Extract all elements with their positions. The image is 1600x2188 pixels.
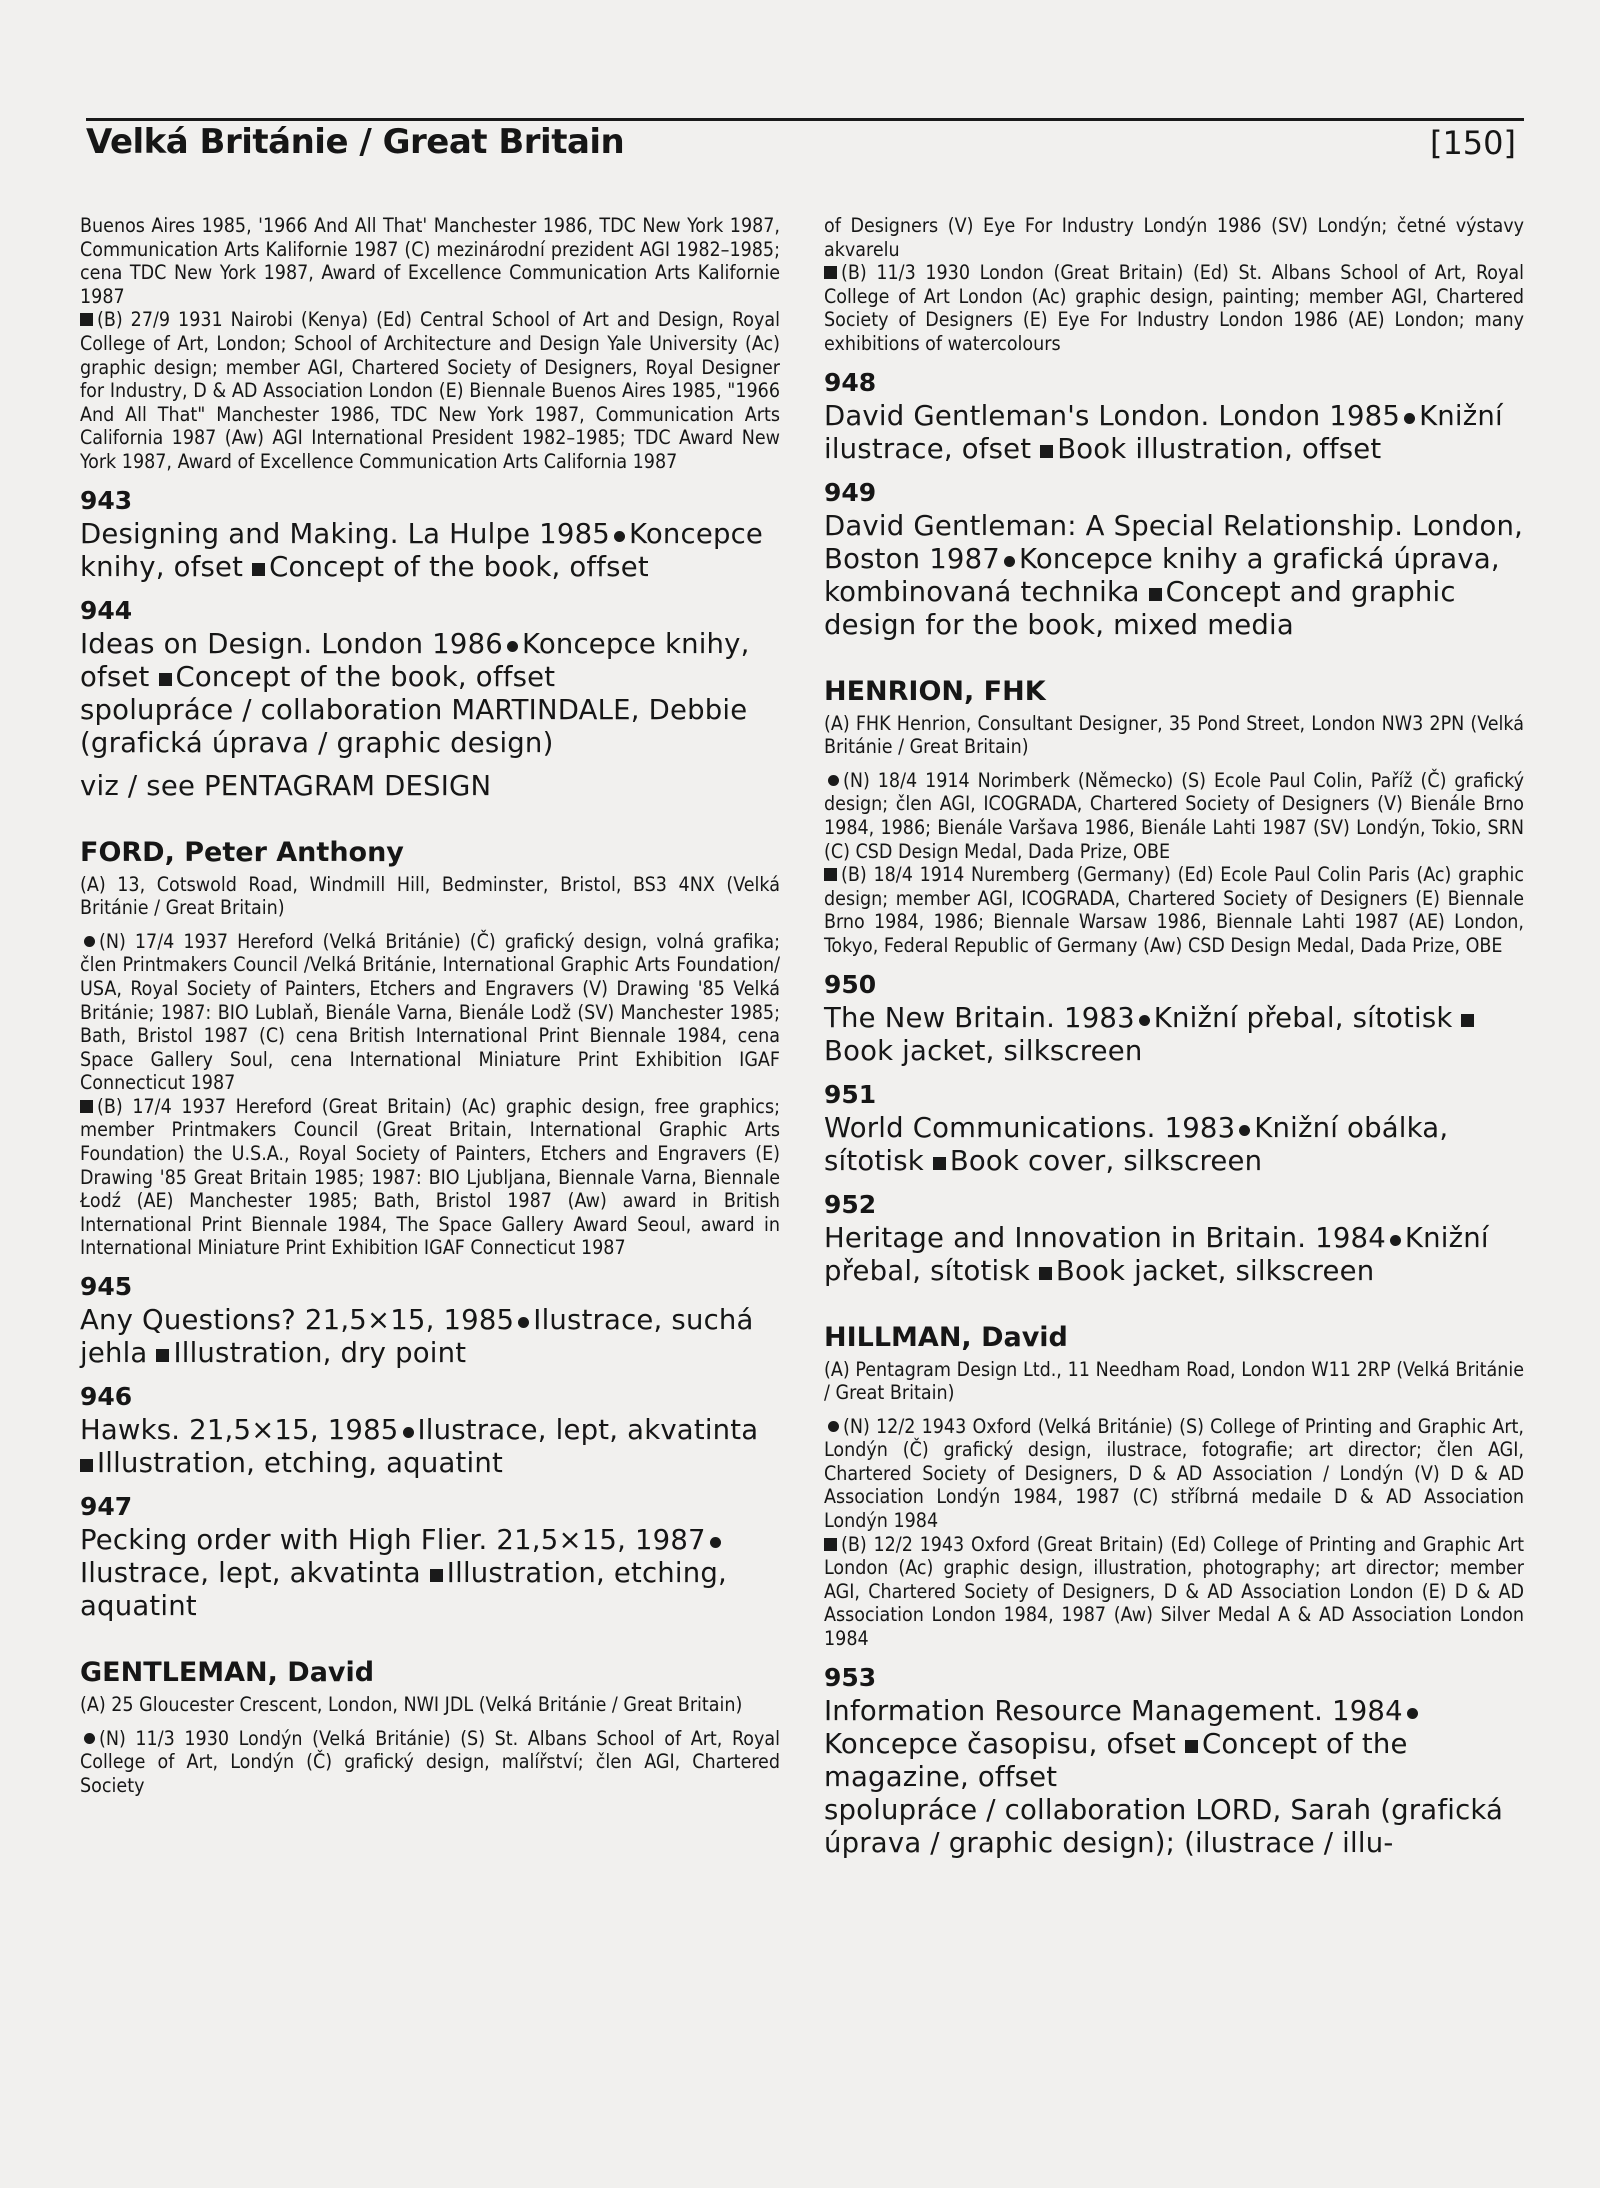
work-description: Hawks. 21,5×15, 1985 Ilustrace, lept, akvatinta Illustration, etching, aquatint bbox=[80, 1414, 759, 1480]
czech-marker-icon bbox=[1004, 556, 1015, 567]
czech-marker-icon bbox=[518, 1317, 529, 1328]
english-marker-icon bbox=[80, 313, 93, 326]
work-number: 950 bbox=[824, 969, 877, 999]
english-marker-icon bbox=[80, 1459, 93, 1472]
entry-text: Buenos Aires 1985, '1966 And All That' Manchester 1986, TDC New York 1987, Communication Arts Kalifornie 1987 (C) mezinárodní prezident AGI 1982–1985; cena TDC New York 1987, Award of Excellence Communication Arts Kalifornie 1987 bbox=[80, 214, 780, 308]
czech-marker-icon bbox=[1139, 1015, 1150, 1026]
work-number: 951 bbox=[824, 1079, 877, 1109]
work-description: World Communications. 1983 Knižní obálka, sítotisk Book cover, silkscreen bbox=[824, 1111, 1449, 1177]
czech-marker-icon bbox=[1404, 413, 1415, 424]
work-number: 953 bbox=[824, 1662, 877, 1692]
artist-address: (A) FHK Henrion, Consultant Designer, 35 Pond Street, London NW3 2PN (Velká Británie / Great Britain) bbox=[824, 711, 1524, 759]
work-description: Information Resource Management. 1984Koncepce časopisu, ofset Concept of the magazine, offset bbox=[824, 1695, 1524, 1794]
czech-marker-icon bbox=[84, 936, 95, 947]
entry-text: of Designers (V) Eye For Industry Londýn 1986 (SV) Londýn; četné výstavy akvarelu bbox=[824, 214, 1524, 261]
artist-address: (A) 25 Gloucester Crescent, London, NWI JDL (Velká Británie / Great Britain) bbox=[80, 1693, 743, 1717]
work-description: David Gentleman's London. London 1985 Knižní ilustrace, ofset Book illustration, offset bbox=[824, 399, 1503, 465]
work-collaboration: spolupráce / collaboration MARTINDALE, Debbie (grafická úprava / graphic design) bbox=[80, 693, 748, 759]
left-column bbox=[80, 214, 780, 1797]
entry-text-en: (B) 11/3 1930 London (Great Britain) (Ed) St. Albans School of Art, Royal College of Art London (Ac) graphic design, painting; member AGI, Chartered Society of Designers (E) Eye For Industry London 1986 (AE) London; many exhibitions of watercolours bbox=[824, 261, 1524, 355]
english-marker-icon bbox=[1149, 588, 1162, 601]
artist-name: FORD, Peter Anthony bbox=[80, 836, 404, 868]
english-marker-icon bbox=[1039, 1267, 1052, 1280]
czech-marker-icon bbox=[1407, 1708, 1418, 1719]
czech-marker-icon bbox=[84, 1733, 95, 1744]
work-description: The New Britain. 1983 Knižní přebal, sítotisk Book jacket, silkscreen bbox=[824, 1002, 1524, 1068]
work-description: Heritage and Innovation in Britain. 1984 Knižní přebal, sítotisk Book jacket, silkscreen bbox=[824, 1221, 1489, 1287]
work-collaboration: spolupráce / collaboration LORD, Sarah (grafická úprava / graphic design); (ilustrace / illu- bbox=[824, 1793, 1504, 1859]
work-description: David Gentleman: A Special Relationship. London, Boston 1987 Koncepce knihy a grafická úprava, kombinovaná technika Concept and graphic design for the book, mixed media bbox=[824, 509, 1524, 641]
artist-bio-en: (B) 12/2 1943 Oxford (Great Britain) (Ed) College of Printing and Graphic Art London (Ac) graphic design, illustration, photography; art director; member AGI, Chartered Society of Designers, D & AD Association London (E) D & AD Association London 1984, 1987 (Aw) Silver Medal A & AD Association London 1984 bbox=[824, 1532, 1524, 1651]
czech-marker-icon bbox=[828, 1421, 839, 1432]
czech-marker-icon bbox=[710, 1537, 721, 1548]
czech-marker-icon bbox=[403, 1427, 414, 1438]
czech-marker-icon bbox=[1239, 1125, 1250, 1136]
page-number: [150] bbox=[1429, 124, 1516, 162]
work-number: 947 bbox=[80, 1492, 133, 1522]
artist-address: (A) Pentagram Design Ltd., 11 Needham Road, London W11 2RP (Velká Británie / Great Britain) bbox=[824, 1357, 1524, 1405]
work-number: 945 bbox=[80, 1272, 133, 1302]
artist-bio-cs: (N) 12/2 1943 Oxford (Velká Británie) (S) College of Printing and Graphic Art, Londýn (Č) grafický design, ilustrace, fotografie; art director; člen AGI, Chartered Society of Designers, D & AD Association / Londýn (V) D & AD Association Londýn 1984, 1987 (C) stříbrná medaile D & AD Association Londýn 1984 bbox=[824, 1414, 1524, 1533]
english-marker-icon bbox=[80, 1100, 93, 1113]
right-column bbox=[824, 214, 1524, 1860]
work-number: 943 bbox=[80, 485, 133, 515]
english-marker-icon bbox=[1040, 445, 1053, 458]
english-marker-icon bbox=[159, 673, 172, 686]
czech-marker-icon bbox=[1390, 1235, 1401, 1246]
english-marker-icon bbox=[933, 1157, 946, 1170]
header-rule bbox=[86, 118, 1524, 121]
english-marker-icon bbox=[1185, 1740, 1198, 1753]
artist-name: HENRION, FHK bbox=[824, 675, 1046, 707]
english-marker-icon bbox=[156, 1349, 169, 1362]
english-marker-icon bbox=[824, 1538, 837, 1551]
work-number: 946 bbox=[80, 1382, 133, 1412]
cross-reference: viz / see PENTAGRAM DESIGN bbox=[80, 769, 492, 802]
english-marker-icon bbox=[824, 868, 837, 881]
czech-marker-icon bbox=[614, 531, 625, 542]
artist-bio-en: (B) 17/4 1937 Hereford (Great Britain) (Ac) graphic design, free graphics; member Printmakers Council (Great Britain, International Graphic Arts Foundation) the U.S.A., Royal Society of Painters, Etchers and Engravers (E) Drawing '85 Great Britain 1985; 1987: BIO Ljubljana, Biennale Varna, Biennale Łodź (AE) Manchester 1985; Bath, Bristol 1987 (Aw) award in British International Print Biennale 1984, The Space Gallery Award Seoul, award in International Miniature Print Exhibition IGAF Connecticut 1987 bbox=[80, 1094, 780, 1260]
english-marker-icon bbox=[430, 1569, 443, 1582]
work-number: 948 bbox=[824, 367, 877, 397]
artist-bio-cs: (N) 18/4 1914 Norimberk (Německo) (S) Ecole Paul Colin, Paříž (Č) grafický design; člen AGI, ICOGRADA, Chartered Society of Designers (V) Bienále Brno 1984, 1986; Bienále Varšava 1986, Bienále Lahti 1987 (SV) Londýn, Tokio, SRN (C) CSD Design Medal, Dada Prize, OBE bbox=[824, 768, 1524, 863]
czech-marker-icon bbox=[828, 775, 839, 786]
work-number: 952 bbox=[824, 1189, 877, 1219]
czech-marker-icon bbox=[507, 641, 518, 652]
artist-bio-cs: (N) 11/3 1930 Londýn (Velká Británie) (S) St. Albans School of Art, Royal College of Art, Londýn (Č) grafický design, malířství; člen AGI, Chartered Society bbox=[80, 1726, 780, 1797]
work-number: 944 bbox=[80, 595, 133, 625]
artist-bio-cs: (N) 17/4 1937 Hereford (Velká Británie) (Č) grafický design, volná grafika; člen Printmakers Council /Velká Británie, International Graphic Arts Foundation/ USA, Royal Society of Painters, Etchers and Engravers (V) Drawing '85 Velká Británie; 1987: BIO Lublaň, Bienále Varna, Bienále Lodž (SV) Manchester 1985; Bath, Bristol 1987 (C) cena British International Print Biennale 1984, cena Space Gallery Soul, cena International Miniature Print Exhibition IGAF Connecticut 1987 bbox=[80, 929, 780, 1095]
work-description: Any Questions? 21,5×15, 1985 Ilustrace, suchá jehla Illustration, dry point bbox=[80, 1304, 754, 1370]
artist-name: HILLMAN, David bbox=[824, 1321, 1068, 1353]
artist-name: GENTLEMAN, David bbox=[80, 1657, 375, 1689]
work-description: Ideas on Design. London 1986 Koncepce knihy, ofset Concept of the book, offset bbox=[80, 627, 750, 693]
artist-address: (A) 13, Cotswold Road, Windmill Hill, Bedminster, Bristol, BS3 4NX (Velká Británie / Great Britain) bbox=[80, 872, 780, 920]
page-title: Velká Británie / Great Britain bbox=[86, 122, 625, 162]
work-number: 949 bbox=[824, 477, 877, 507]
english-marker-icon bbox=[824, 266, 837, 279]
artist-bio-en: (B) 18/4 1914 Nuremberg (Germany) (Ed) Ecole Paul Colin Paris (Ac) graphic design; member AGI, ICOGRADA, Chartered Society of Designers (E) Biennale Brno 1984, 1986; Biennale Warsaw 1986, Biennale Lahti 1987 (AE) London, Tokyo, Federal Republic of Germany (Aw) CSD Design Medal, Dada Prize, OBE bbox=[824, 863, 1524, 957]
work-description: Designing and Making. La Hulpe 1985 Koncepce knihy, ofset Concept of the book, offset bbox=[80, 517, 764, 583]
entry-text-en: (B) 27/9 1931 Nairobi (Kenya) (Ed) Central School of Art and Design, Royal College of Art, London; School of Architecture and Design Yale University (Ac) graphic design; member AGI, Chartered Society of Designers, Royal Designer for Industry, D & AD Association London (E) Biennale Buenos Aires 1985, "1966 And All That" Manchester 1986, TDC New York 1987, Communication Arts California 1987 (Aw) AGI International President 1982–1985; TDC Award New York 1987, Award of Excellence Communication Arts California 1987 bbox=[80, 308, 780, 473]
english-marker-icon bbox=[1461, 1014, 1474, 1027]
english-marker-icon bbox=[252, 563, 265, 576]
work-description: Pecking order with High Flier. 21,5×15, 1987Ilustrace, lept, akvatinta Illustration, etching, aquatint bbox=[80, 1524, 727, 1623]
